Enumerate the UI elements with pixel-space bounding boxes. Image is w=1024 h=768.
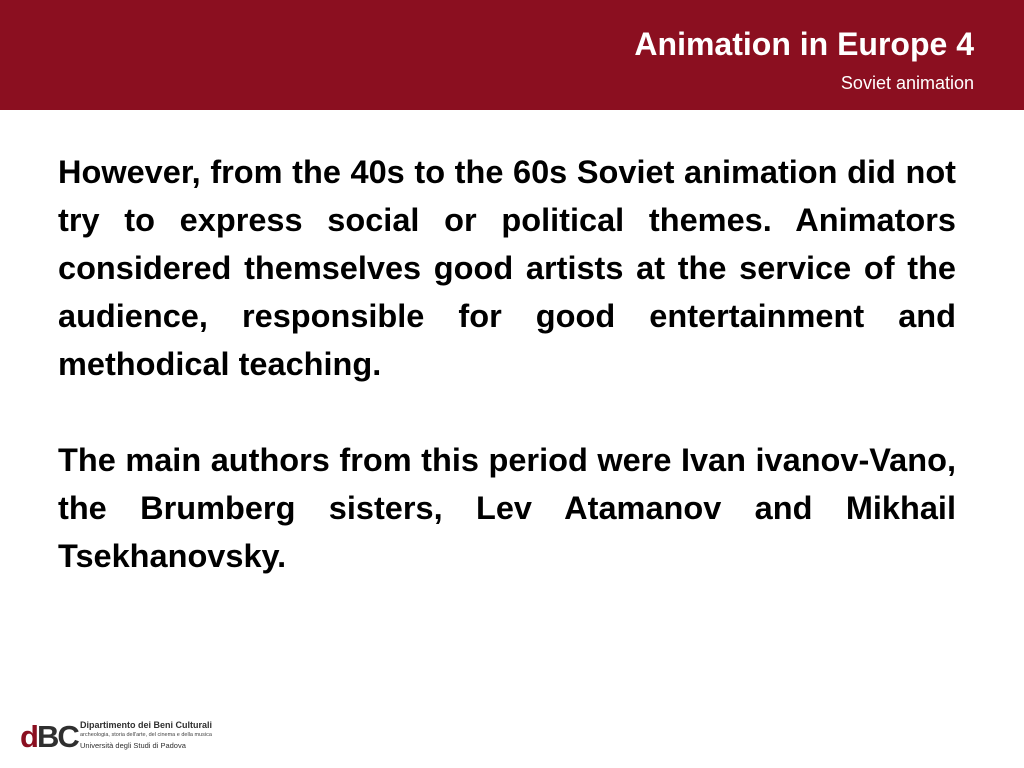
body-paragraph-2: The main authors from this period were Ivan ivanov-Vano, the Brumberg sisters, Lev Atamanov and Mikhail Tsekhanovsky. (58, 442, 956, 574)
department-name: Dipartimento dei Beni Culturali (80, 720, 213, 730)
slide-subtitle: Soviet animation (840, 73, 974, 93)
slide-content (58, 148, 956, 628)
logo-text (80, 720, 250, 751)
university-name: Università degli Studi di Padova (80, 741, 186, 750)
dbc-logo-mark (20, 719, 78, 754)
header-bar (0, 0, 1024, 110)
body-paragraph-1: However, from the 40s to the 60s Soviet animation did not try to express social or political themes. Animators considered themselves good artists at the service of the audience, responsible for good entertainment and methodical teaching. (58, 154, 956, 382)
department-logo (20, 720, 230, 754)
logo-mark-d: d (20, 719, 37, 754)
department-disciplines: archeologia, storia dell'arte, del cinema e della musica (80, 732, 212, 738)
slide-title: Animation in Europe 4 (634, 26, 974, 62)
logo-mark-bc: BC (36, 719, 78, 754)
